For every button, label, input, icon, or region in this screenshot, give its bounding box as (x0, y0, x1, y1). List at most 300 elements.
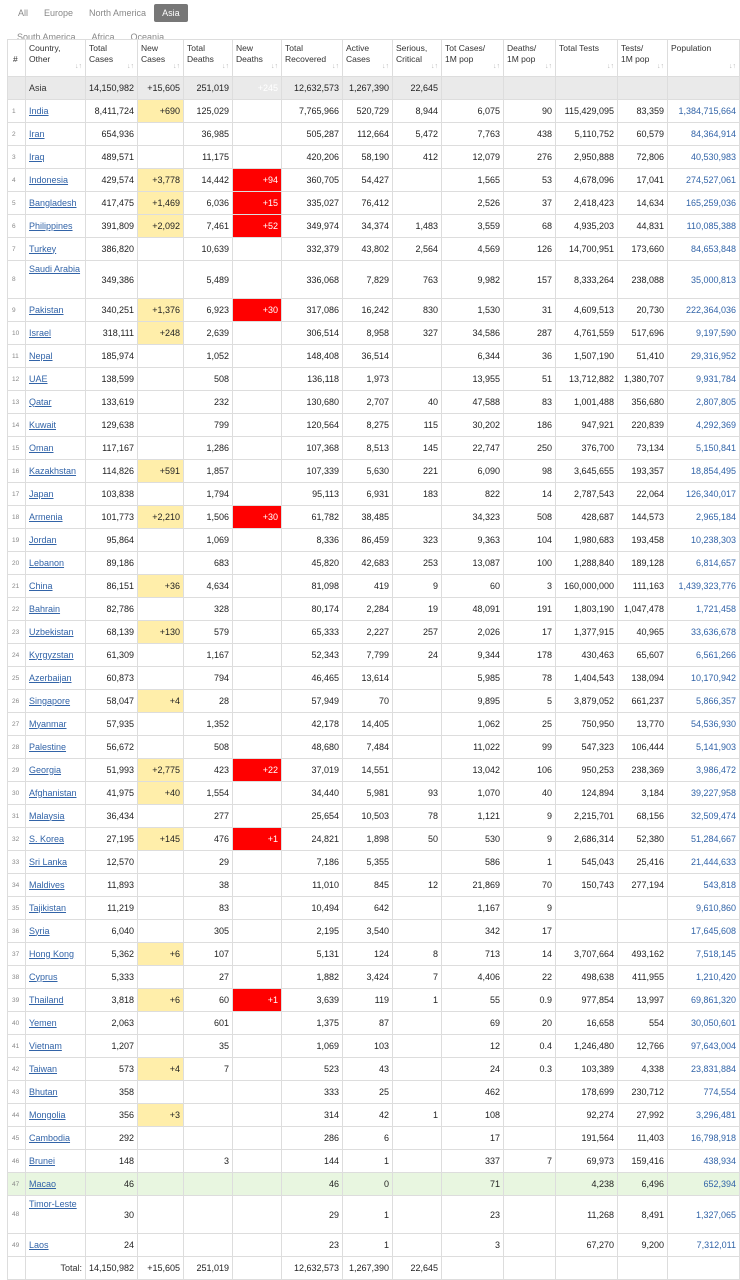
data-cell: 2,564 (393, 238, 442, 261)
population-link[interactable]: 10,238,303 (668, 529, 740, 552)
new-deaths-cell (233, 1104, 282, 1127)
data-cell (556, 920, 618, 943)
population-link[interactable]: 2,807,805 (668, 391, 740, 414)
data-cell: 72,806 (618, 146, 668, 169)
column-header[interactable] (184, 40, 233, 77)
new-cases-cell: +6 (138, 943, 184, 966)
data-cell (504, 1173, 556, 1196)
country-link[interactable]: Georgia (26, 759, 86, 782)
country-link[interactable]: S. Korea (26, 828, 86, 851)
new-cases-cell (138, 414, 184, 437)
new-deaths-cell: +245 (233, 77, 282, 100)
population-link[interactable]: 9,610,860 (668, 897, 740, 920)
population-link[interactable]: 84,653,848 (668, 238, 740, 261)
new-deaths-cell (233, 966, 282, 989)
data-cell: 1,973 (343, 368, 393, 391)
data-cell (504, 1127, 556, 1150)
data-cell: 1,857 (184, 460, 233, 483)
country-link[interactable]: Armenia (26, 506, 86, 529)
data-cell: 1,069 (184, 529, 233, 552)
tab-europe[interactable]: Europe (44, 8, 74, 18)
data-cell: 36,514 (343, 345, 393, 368)
tab-south-america[interactable]: South America (17, 32, 76, 42)
column-header[interactable] (442, 40, 504, 77)
country-link[interactable]: Taiwan (26, 1058, 86, 1081)
data-cell: 17,041 (618, 169, 668, 192)
country-link[interactable]: Myanmar (26, 713, 86, 736)
data-cell: 332,379 (282, 238, 343, 261)
population-link[interactable]: 543,818 (668, 874, 740, 897)
data-cell: 428,687 (556, 506, 618, 529)
data-cell: 20 (504, 1012, 556, 1035)
data-cell (556, 1257, 618, 1280)
population-link[interactable]: 54,536,930 (668, 713, 740, 736)
data-cell: 287 (504, 322, 556, 345)
population-link[interactable] (668, 1257, 740, 1280)
row-index: 45 (8, 1127, 26, 1150)
data-cell: 178,699 (556, 1081, 618, 1104)
data-cell: 78 (504, 667, 556, 690)
population-link[interactable]: 40,530,983 (668, 146, 740, 169)
population-link[interactable]: 1,439,323,776 (668, 575, 740, 598)
country-link[interactable]: Uzbekistan (26, 621, 86, 644)
country-link[interactable]: Bhutan (26, 1081, 86, 1104)
data-cell: 27 (184, 966, 233, 989)
country-link[interactable]: Mongolia (26, 1104, 86, 1127)
population-link[interactable]: 222,364,036 (668, 299, 740, 322)
row-index: 24 (8, 644, 26, 667)
row-index: 7 (8, 238, 26, 261)
data-cell: 257 (393, 621, 442, 644)
data-cell (393, 1058, 442, 1081)
data-cell: 73,134 (618, 437, 668, 460)
country-link[interactable]: Turkey (26, 238, 86, 261)
data-cell: 9,895 (442, 690, 504, 713)
row-index: 16 (8, 460, 26, 483)
new-deaths-cell (233, 261, 282, 299)
data-cell: 7 (393, 966, 442, 989)
data-cell: 13,770 (618, 713, 668, 736)
country-link[interactable]: Saudi Arabia (26, 261, 86, 299)
data-cell: 342 (442, 920, 504, 943)
data-cell: 11,175 (184, 146, 233, 169)
data-cell: 794 (184, 667, 233, 690)
data-cell: 462 (442, 1081, 504, 1104)
data-cell: 36,434 (86, 805, 138, 828)
table-row (8, 1081, 740, 1104)
population-link[interactable]: 17,645,608 (668, 920, 740, 943)
population-link[interactable]: 5,150,841 (668, 437, 740, 460)
data-cell: 1,404,543 (556, 667, 618, 690)
population-link[interactable]: 126,340,017 (668, 483, 740, 506)
row-index (8, 77, 26, 100)
column-header[interactable] (504, 40, 556, 77)
column-header[interactable] (138, 40, 184, 77)
tab-africa[interactable]: Africa (91, 32, 115, 42)
sort-icon: ↓↑ (332, 63, 339, 70)
data-cell: 106 (504, 759, 556, 782)
data-cell: 104 (504, 529, 556, 552)
data-cell: 38 (184, 874, 233, 897)
data-cell: 93 (393, 782, 442, 805)
country-link[interactable]: Vietnam (26, 1035, 86, 1058)
country-link[interactable]: Tajikistan (26, 897, 86, 920)
data-cell: 2,707 (343, 391, 393, 414)
population-link[interactable]: 1,721,458 (668, 598, 740, 621)
data-cell: 48,680 (282, 736, 343, 759)
data-cell: 60 (184, 989, 233, 1012)
country-link[interactable]: Thailand (26, 989, 86, 1012)
table-row (8, 575, 740, 598)
country-link[interactable]: Azerbaijan (26, 667, 86, 690)
country-link[interactable]: Macao (26, 1173, 86, 1196)
data-cell: 1,121 (442, 805, 504, 828)
country-link[interactable]: Philippines (26, 215, 86, 238)
population-link[interactable]: 9,931,784 (668, 368, 740, 391)
data-cell: 1,794 (184, 483, 233, 506)
data-cell: 17 (504, 621, 556, 644)
sort-icon: ↓↑ (382, 63, 389, 70)
table-row (8, 690, 740, 713)
data-cell: 430,463 (556, 644, 618, 667)
data-cell: 69 (442, 1012, 504, 1035)
country-link[interactable]: Kuwait (26, 414, 86, 437)
new-cases-cell: +1,376 (138, 299, 184, 322)
column-header[interactable] (233, 40, 282, 77)
population-link[interactable]: 23,831,884 (668, 1058, 740, 1081)
country-link[interactable]: Laos (26, 1234, 86, 1257)
country-link[interactable]: Cyprus (26, 966, 86, 989)
population-link[interactable]: 774,554 (668, 1081, 740, 1104)
data-cell: 12 (393, 874, 442, 897)
data-cell (618, 77, 668, 100)
population-link[interactable]: 7,518,145 (668, 943, 740, 966)
data-cell: 306,514 (282, 322, 343, 345)
row-index: 14 (8, 414, 26, 437)
data-cell: 10,494 (282, 897, 343, 920)
country-link[interactable]: Palestine (26, 736, 86, 759)
country-link[interactable]: Iran (26, 123, 86, 146)
population-link[interactable]: 33,636,678 (668, 621, 740, 644)
data-cell (393, 667, 442, 690)
column-header[interactable] (668, 40, 740, 77)
country-link[interactable]: Hong Kong (26, 943, 86, 966)
country-link[interactable]: Singapore (26, 690, 86, 713)
row-index: 20 (8, 552, 26, 575)
data-cell: 25,654 (282, 805, 343, 828)
data-cell (393, 1150, 442, 1173)
row-index: 9 (8, 299, 26, 322)
country-link[interactable]: Israel (26, 322, 86, 345)
population-link[interactable]: 7,312,011 (668, 1234, 740, 1257)
data-cell: 98 (504, 460, 556, 483)
country-link[interactable]: Japan (26, 483, 86, 506)
data-cell: 30,202 (442, 414, 504, 437)
data-cell: 1,047,478 (618, 598, 668, 621)
data-cell: 6 (343, 1127, 393, 1150)
data-cell: 5,333 (86, 966, 138, 989)
data-cell: 22 (504, 966, 556, 989)
country-link[interactable]: Maldives (26, 874, 86, 897)
data-cell: 333 (282, 1081, 343, 1104)
data-cell: 16,658 (556, 1012, 618, 1035)
data-cell (393, 713, 442, 736)
country-link[interactable]: Oman (26, 437, 86, 460)
country-link[interactable]: India (26, 100, 86, 123)
data-cell: 193,357 (618, 460, 668, 483)
column-header[interactable] (556, 40, 618, 77)
country-link[interactable]: Jordan (26, 529, 86, 552)
population-link[interactable]: 18,854,495 (668, 460, 740, 483)
data-cell: 8,491 (618, 1196, 668, 1234)
country-link[interactable]: Total: (26, 1257, 86, 1280)
data-cell: 337 (442, 1150, 504, 1173)
data-cell: 423 (184, 759, 233, 782)
population-link[interactable]: 652,394 (668, 1173, 740, 1196)
table-row (8, 943, 740, 966)
table-row (8, 1196, 740, 1234)
row-index: 31 (8, 805, 26, 828)
data-cell: 1,267,390 (343, 1257, 393, 1280)
data-cell: 3,645,655 (556, 460, 618, 483)
data-cell: 2,526 (442, 192, 504, 215)
country-link[interactable]: Bangladesh (26, 192, 86, 215)
data-cell: 335,027 (282, 192, 343, 215)
table-row (8, 146, 740, 169)
new-deaths-cell: +15 (233, 192, 282, 215)
table-row (8, 1150, 740, 1173)
country-link[interactable]: Syria (26, 920, 86, 943)
population-link[interactable]: 110,085,388 (668, 215, 740, 238)
data-cell: 6,496 (618, 1173, 668, 1196)
population-link[interactable]: 274,527,061 (668, 169, 740, 192)
population-link[interactable]: 6,561,266 (668, 644, 740, 667)
column-header[interactable] (8, 40, 26, 77)
population-link[interactable]: 3,986,472 (668, 759, 740, 782)
country-link[interactable]: Cambodia (26, 1127, 86, 1150)
population-link[interactable]: 97,643,004 (668, 1035, 740, 1058)
new-cases-cell (138, 897, 184, 920)
new-deaths-cell (233, 644, 282, 667)
data-cell: 6,344 (442, 345, 504, 368)
row-index: 5 (8, 192, 26, 215)
column-header[interactable] (618, 40, 668, 77)
data-cell: 61,782 (282, 506, 343, 529)
data-cell: 845 (343, 874, 393, 897)
new-deaths-cell (233, 575, 282, 598)
population-link[interactable]: 21,444,633 (668, 851, 740, 874)
new-cases-cell (138, 238, 184, 261)
population-link[interactable]: 2,965,184 (668, 506, 740, 529)
data-cell: 3,559 (442, 215, 504, 238)
data-cell: 493,162 (618, 943, 668, 966)
country-link[interactable]: Asia (26, 77, 86, 100)
population-link[interactable]: 35,000,813 (668, 261, 740, 299)
row-index: 33 (8, 851, 26, 874)
population-link[interactable] (668, 77, 740, 100)
sort-icon: ↓↑ (431, 63, 438, 70)
column-header[interactable] (393, 40, 442, 77)
data-cell: 508 (504, 506, 556, 529)
row-index: 29 (8, 759, 26, 782)
data-cell: 1,898 (343, 828, 393, 851)
table-row (8, 192, 740, 215)
column-header[interactable] (86, 40, 138, 77)
new-cases-cell (138, 1035, 184, 1058)
tab-asia[interactable]: Asia (154, 4, 188, 22)
data-cell: 112,664 (343, 123, 393, 146)
data-cell: 69,973 (556, 1150, 618, 1173)
data-cell: 38,485 (343, 506, 393, 529)
data-cell (504, 1234, 556, 1257)
population-link[interactable]: 16,798,918 (668, 1127, 740, 1150)
country-link[interactable]: Bahrain (26, 598, 86, 621)
country-link[interactable]: Nepal (26, 345, 86, 368)
population-link[interactable]: 1,210,420 (668, 966, 740, 989)
data-cell: 7 (504, 1150, 556, 1173)
country-link[interactable]: Lebanon (26, 552, 86, 575)
data-cell: 186 (504, 414, 556, 437)
table-row (8, 100, 740, 123)
data-cell: 0 (343, 1173, 393, 1196)
population-link[interactable]: 39,227,958 (668, 782, 740, 805)
header-label: New Cases (141, 43, 166, 64)
data-cell: 1,980,683 (556, 529, 618, 552)
data-cell: 1,483 (393, 215, 442, 238)
data-cell (393, 690, 442, 713)
population-link[interactable]: 32,509,474 (668, 805, 740, 828)
country-link[interactable]: Sri Lanka (26, 851, 86, 874)
country-link[interactable]: Pakistan (26, 299, 86, 322)
population-link[interactable]: 6,814,657 (668, 552, 740, 575)
table-row (8, 1012, 740, 1035)
data-cell: 51,410 (618, 345, 668, 368)
new-deaths-cell (233, 1173, 282, 1196)
data-cell: 238,088 (618, 261, 668, 299)
data-cell: 1,167 (184, 644, 233, 667)
table-row (8, 529, 740, 552)
country-link[interactable]: Kyrgyzstan (26, 644, 86, 667)
data-cell: 191 (504, 598, 556, 621)
data-cell (393, 1234, 442, 1257)
data-cell: 46 (86, 1173, 138, 1196)
data-cell: 185,974 (86, 345, 138, 368)
data-cell: 1,506 (184, 506, 233, 529)
data-cell: 37 (504, 192, 556, 215)
data-cell: 7,765,966 (282, 100, 343, 123)
country-link[interactable]: Timor-Leste (26, 1196, 86, 1234)
population-link[interactable]: 5,141,903 (668, 736, 740, 759)
new-deaths-cell (233, 1234, 282, 1257)
country-link[interactable]: China (26, 575, 86, 598)
country-link[interactable]: Afghanistan (26, 782, 86, 805)
data-cell: 9,982 (442, 261, 504, 299)
data-cell: 11,268 (556, 1196, 618, 1234)
population-link[interactable]: 3,296,481 (668, 1104, 740, 1127)
population-link[interactable]: 438,934 (668, 1150, 740, 1173)
country-link[interactable]: Indonesia (26, 169, 86, 192)
new-deaths-cell (233, 437, 282, 460)
population-link[interactable]: 165,259,036 (668, 192, 740, 215)
sort-icon: ↓↑ (493, 63, 500, 70)
population-link[interactable]: 51,284,667 (668, 828, 740, 851)
population-link[interactable]: 5,866,357 (668, 690, 740, 713)
country-link[interactable]: Yemen (26, 1012, 86, 1035)
data-cell: 977,854 (556, 989, 618, 1012)
data-cell: 238,369 (618, 759, 668, 782)
population-link[interactable]: 30,050,601 (668, 1012, 740, 1035)
data-cell: 419 (343, 575, 393, 598)
population-link[interactable]: 10,170,942 (668, 667, 740, 690)
country-link[interactable]: Brunei (26, 1150, 86, 1173)
population-link[interactable]: 84,364,914 (668, 123, 740, 146)
data-cell: 11,022 (442, 736, 504, 759)
country-link[interactable]: Malaysia (26, 805, 86, 828)
data-cell: 65,333 (282, 621, 343, 644)
row-index: 44 (8, 1104, 26, 1127)
country-link[interactable]: UAE (26, 368, 86, 391)
data-cell: 148,408 (282, 345, 343, 368)
data-cell: 11,219 (86, 897, 138, 920)
tab-oceania[interactable]: Oceania (130, 32, 165, 42)
new-cases-cell (138, 920, 184, 943)
data-cell: 1,288,840 (556, 552, 618, 575)
sort-icon: ↓↑ (271, 63, 278, 70)
column-header[interactable] (26, 40, 86, 77)
data-cell: 47,588 (442, 391, 504, 414)
data-cell: 4,609,513 (556, 299, 618, 322)
population-link[interactable]: 29,316,952 (668, 345, 740, 368)
data-cell: 23 (282, 1234, 343, 1257)
country-link[interactable]: Iraq (26, 146, 86, 169)
data-cell: 107,339 (282, 460, 343, 483)
new-cases-cell (138, 1081, 184, 1104)
column-header[interactable] (343, 40, 393, 77)
tab-north-america[interactable]: North America (89, 8, 147, 18)
data-cell: 3,639 (282, 989, 343, 1012)
country-link[interactable]: Qatar (26, 391, 86, 414)
data-cell: 517,696 (618, 322, 668, 345)
population-link[interactable]: 1,384,715,664 (668, 100, 740, 123)
new-cases-cell: +1,469 (138, 192, 184, 215)
data-cell: 25,416 (618, 851, 668, 874)
data-cell: 58,190 (343, 146, 393, 169)
population-link[interactable]: 69,861,320 (668, 989, 740, 1012)
new-cases-cell: +6 (138, 989, 184, 1012)
row-index: 36 (8, 920, 26, 943)
tab-all[interactable]: All (18, 8, 29, 18)
data-cell: 323 (393, 529, 442, 552)
header-label: Total Tests (559, 43, 600, 53)
data-cell: 30 (86, 1196, 138, 1234)
new-cases-cell (138, 667, 184, 690)
population-link[interactable]: 9,197,590 (668, 322, 740, 345)
new-cases-cell: +2,210 (138, 506, 184, 529)
population-link[interactable]: 1,327,065 (668, 1196, 740, 1234)
data-cell: 82,786 (86, 598, 138, 621)
new-cases-cell (138, 1234, 184, 1257)
data-cell: 5,110,752 (556, 123, 618, 146)
data-cell: 220,839 (618, 414, 668, 437)
new-deaths-cell (233, 345, 282, 368)
data-cell: 305 (184, 920, 233, 943)
table-row (8, 368, 740, 391)
population-link[interactable]: 4,292,369 (668, 414, 740, 437)
data-cell: 9,200 (618, 1234, 668, 1257)
column-header[interactable] (282, 40, 343, 77)
table-row (8, 345, 740, 368)
country-link[interactable]: Kazakhstan (26, 460, 86, 483)
